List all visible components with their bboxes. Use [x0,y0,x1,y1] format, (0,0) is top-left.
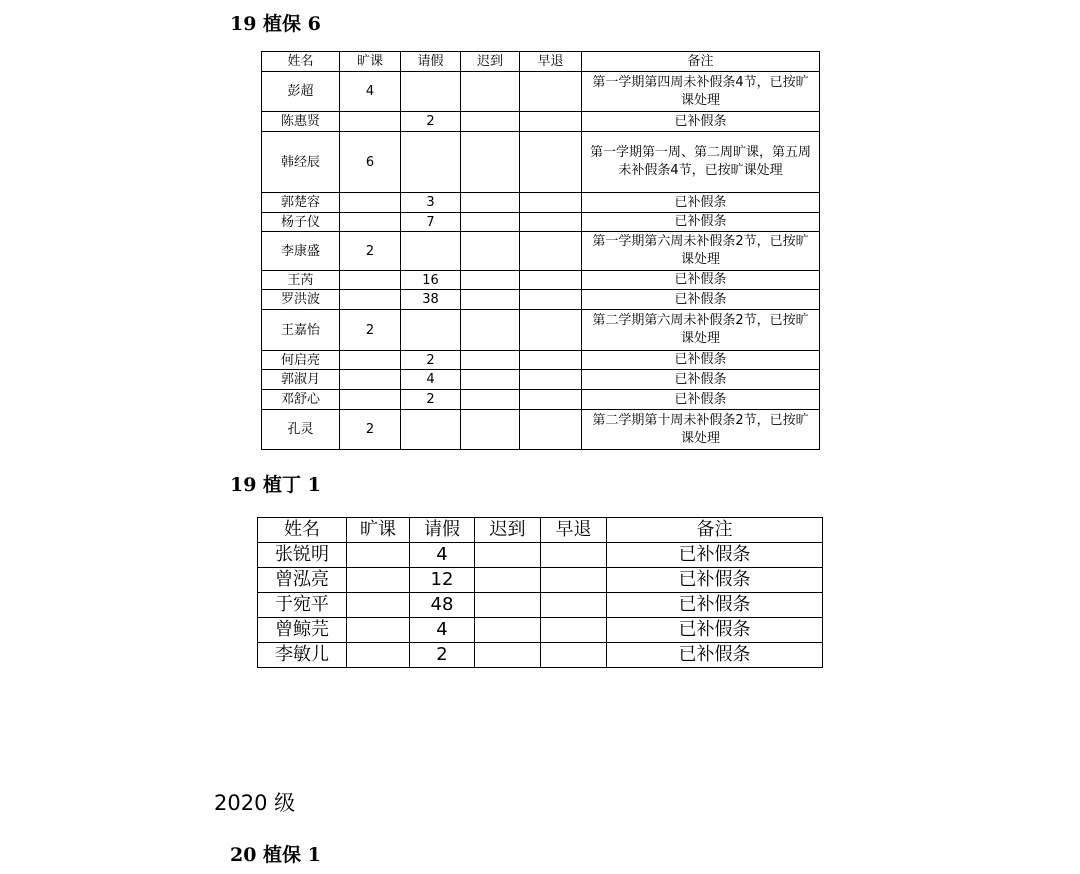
table-row [262,193,820,213]
table-row [262,310,820,351]
table-cell [401,72,461,112]
table-row [258,568,823,593]
table-cell [340,213,401,232]
table-row [258,543,823,568]
table-row [262,271,820,290]
table-cell: 第二学期第十周未补假条2节，已按旷课处理 [582,410,820,450]
column-header: 请假 [401,52,461,72]
table-row [258,643,823,668]
table-cell: 李敏儿 [258,643,347,668]
column-header: 早退 [520,52,582,72]
table-cell [520,390,582,410]
table-cell [520,232,582,271]
table-cell: 已补假条 [582,290,820,310]
table-cell: 4 [340,72,401,112]
table-row [262,112,820,132]
table-cell [520,290,582,310]
table-cell [475,618,541,643]
table-row [262,72,820,112]
table-cell [541,568,607,593]
table-cell: 2 [340,232,401,271]
section-title-19-zhibao-6: 19 植保 6 [230,13,321,35]
table-cell [340,390,401,410]
table-cell [475,568,541,593]
table-cell: 已补假条 [582,193,820,213]
table-cell [520,112,582,132]
table-cell: 郭楚容 [262,193,340,213]
table-cell: 48 [410,593,475,618]
table-cell: 2 [401,390,461,410]
table-header-row [258,518,823,543]
table-row [258,618,823,643]
column-header: 姓名 [258,518,347,543]
table-cell: 已补假条 [607,618,823,643]
table-cell [340,290,401,310]
table-cell [475,643,541,668]
table-cell [340,271,401,290]
table-cell: 孔灵 [262,410,340,450]
table-cell [520,271,582,290]
column-header: 请假 [410,518,475,543]
table-cell [461,370,520,390]
table-cell [461,390,520,410]
table-cell: 2 [401,351,461,370]
table-cell [475,593,541,618]
table-cell [541,643,607,668]
table-cell: 曾泓亮 [258,568,347,593]
table-cell: 韩经辰 [262,132,340,193]
column-header: 姓名 [262,52,340,72]
table-cell [461,410,520,450]
table-cell [461,72,520,112]
table-cell [347,543,410,568]
table-cell [347,643,410,668]
table-cell: 已补假条 [582,370,820,390]
table-cell: 2 [340,410,401,450]
table-cell [461,351,520,370]
table-cell: 16 [401,271,461,290]
table-cell: 第一学期第一周、第二周旷课，第五周未补假条4节，已按旷课处理 [582,132,820,193]
table-cell: 7 [401,213,461,232]
table-cell [520,72,582,112]
table-cell: 已补假条 [582,271,820,290]
table-cell [461,290,520,310]
table-cell [461,271,520,290]
table-cell: 2 [410,643,475,668]
table-row [262,290,820,310]
table-cell [461,193,520,213]
column-header: 迟到 [475,518,541,543]
table-cell [520,213,582,232]
table-row [262,390,820,410]
table-cell: 2 [340,310,401,351]
table-cell: 郭淑月 [262,370,340,390]
table-cell: 第一学期第四周未补假条4节，已按旷课处理 [582,72,820,112]
table-row [262,232,820,271]
table-cell: 李康盛 [262,232,340,271]
table-cell [520,370,582,390]
table-cell: 4 [410,618,475,643]
table-cell [401,232,461,271]
table-cell: 4 [410,543,475,568]
table-cell [401,310,461,351]
table-cell [475,543,541,568]
attendance-table-19-zhiding-1 [257,517,823,668]
attendance-table-19-zhibao-6 [261,51,820,450]
table-cell: 38 [401,290,461,310]
table-cell: 已补假条 [582,351,820,370]
column-header: 备注 [607,518,823,543]
column-header: 旷课 [347,518,410,543]
table-cell: 第二学期第六周未补假条2节，已按旷课处理 [582,310,820,351]
table-cell: 已补假条 [607,593,823,618]
table-cell: 12 [410,568,475,593]
table-cell: 3 [401,193,461,213]
table-cell: 已补假条 [607,543,823,568]
table-cell: 杨子仪 [262,213,340,232]
table-cell: 何启亮 [262,351,340,370]
table-cell: 王嘉怡 [262,310,340,351]
table-cell: 4 [401,370,461,390]
table-cell: 于宛平 [258,593,347,618]
table-cell [340,370,401,390]
table-cell [520,351,582,370]
table-row [262,410,820,450]
table-cell [541,618,607,643]
table-cell [461,310,520,351]
table-cell: 6 [340,132,401,193]
table-row [262,132,820,193]
table-cell [541,543,607,568]
table-cell [520,410,582,450]
table-cell: 已补假条 [607,568,823,593]
table-cell [401,132,461,193]
table-cell [541,593,607,618]
table-cell: 已补假条 [582,390,820,410]
table-row [262,213,820,232]
table-cell [520,310,582,351]
table-cell [461,232,520,271]
table-cell: 2 [401,112,461,132]
table-cell: 王芮 [262,271,340,290]
table-cell [461,132,520,193]
table-cell: 已补假条 [607,643,823,668]
table-cell: 张锐明 [258,543,347,568]
table-cell: 已补假条 [582,112,820,132]
table-cell: 已补假条 [582,213,820,232]
table-cell [347,568,410,593]
column-header: 备注 [582,52,820,72]
table-row [262,351,820,370]
table-row [258,593,823,618]
table-cell [520,193,582,213]
table-cell [347,618,410,643]
year-heading-2020: 2020 级 [214,791,296,815]
column-header: 旷课 [340,52,401,72]
table-cell [520,132,582,193]
section-title-20-zhibao-1: 20 植保 1 [230,844,321,866]
column-header: 迟到 [461,52,520,72]
column-header: 早退 [541,518,607,543]
table-cell: 罗洪波 [262,290,340,310]
table-cell: 陈惠贤 [262,112,340,132]
table-cell [340,193,401,213]
table-cell [347,593,410,618]
table-cell: 邓舒心 [262,390,340,410]
table-cell [461,112,520,132]
table-row [262,370,820,390]
section-title-19-zhiding-1: 19 植丁 1 [230,474,321,496]
table-cell [401,410,461,450]
table-cell: 曾鲸芫 [258,618,347,643]
table-header-row [262,52,820,72]
table-cell: 第一学期第六周未补假条2节，已按旷课处理 [582,232,820,271]
table-cell [461,213,520,232]
table-cell: 彭超 [262,72,340,112]
table-cell [340,351,401,370]
table-cell [340,112,401,132]
